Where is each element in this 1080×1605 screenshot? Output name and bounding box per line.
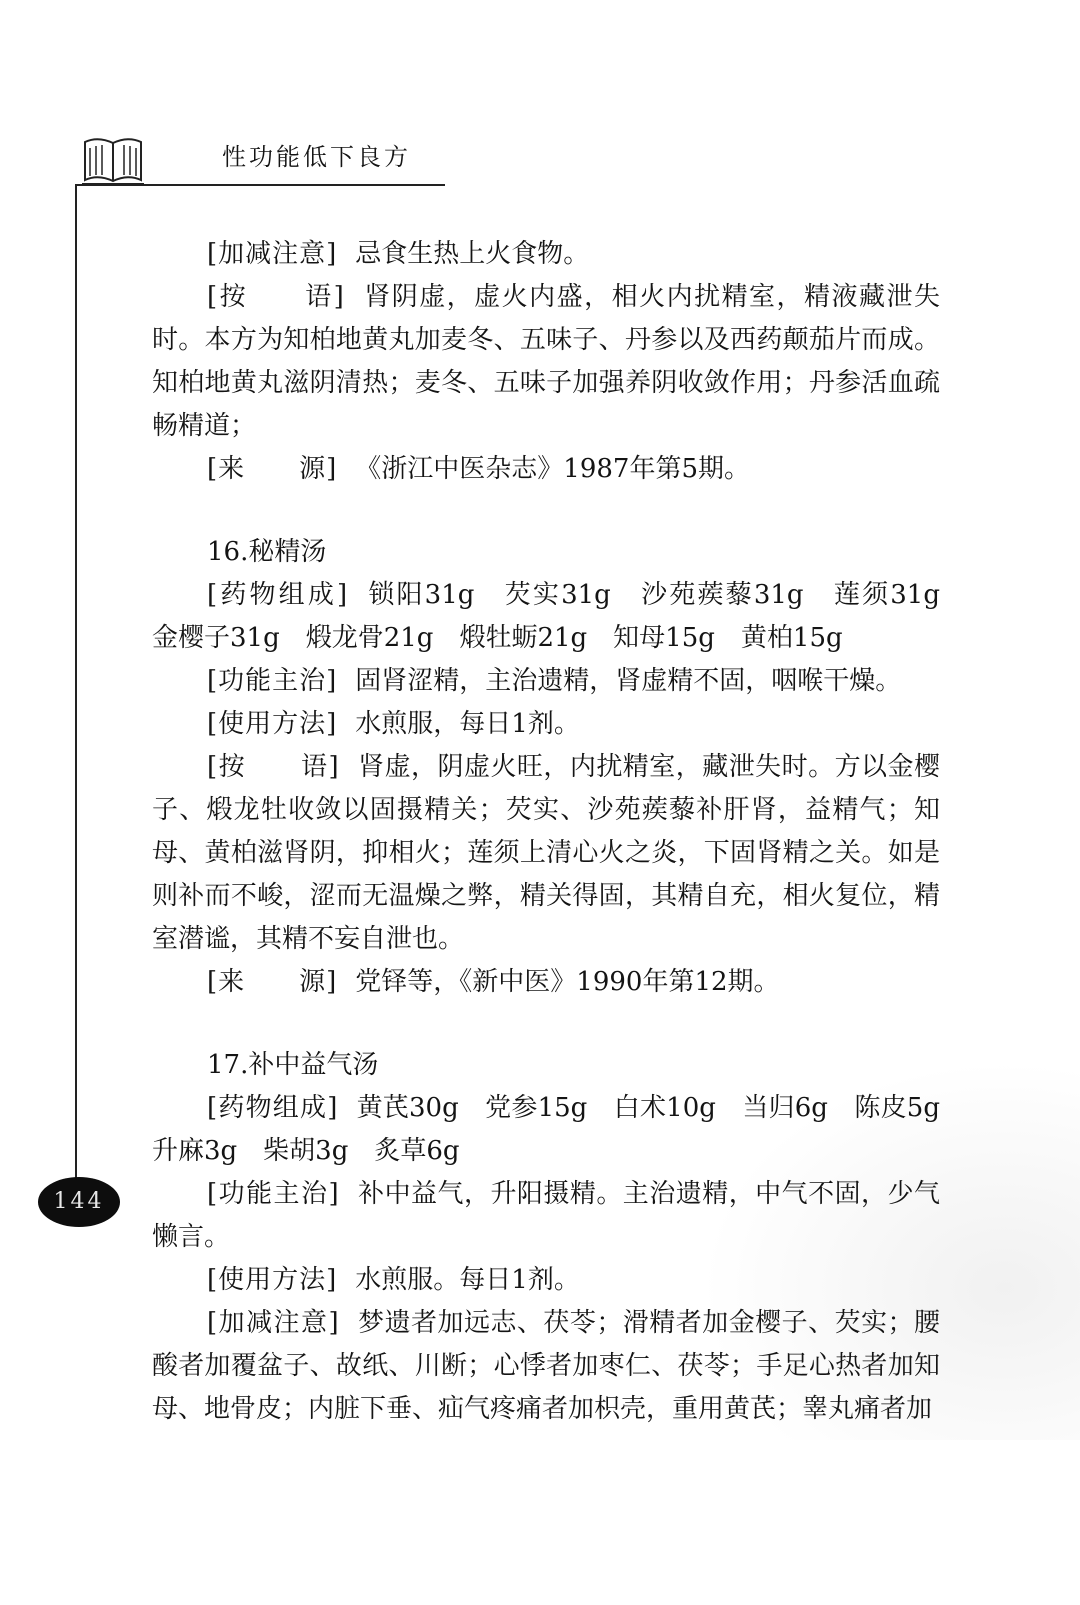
entry-text: 梦遗者加远志、茯苓；滑精者加金樱子、芡实；腰酸者加覆盆子、故纸、川断；心悸者加枣仁、茯苓；手足心热者加知母、地骨皮；内脏下垂、疝气疼痛者加枳壳，重用黄芪；睾丸痛者加 [152,1308,940,1424]
entry-function [152,660,940,703]
entry-tag: [功能主治] [207,1179,340,1209]
entry-modify [152,1302,940,1431]
entry-text: 锁阳31g 芡实31g 沙苑蒺藜31g 莲须31g 金樱子31g 煅龙骨21g 煅牡蛎21g 知母15g 黄柏15g [152,580,967,653]
entry-tag: [加减注意] [207,1308,340,1338]
entry-ingredients [152,574,967,660]
entry-text: 党铎等，《新中医》1990年第12期。 [355,967,780,997]
entry-text: 肾虚，阴虚火旺，内扰精室，藏泄失时。方以金樱子、煅龙牡收敛以固摄精关；芡实、沙苑蒺藜补肝肾，益精气；知母、黄柏滋肾阴，抑相火；莲须上清心火之炎，下固肾精之关。如是则补而不峻，涩而无温燥之弊，精关得固，其精自充，相火复位，精室潜谧，其精不妄自泄也。 [152,752,940,954]
entry-tag: [功能主治] [207,666,338,696]
entry-text: 水煎服，每日1剂。 [355,709,580,739]
recipe-title: 16.秘精汤 [207,537,327,567]
entry-tag: [药物组成] [207,580,349,610]
entry-text: 黄芪30g 党参15g 白术10g 当归6g 陈皮5g 升麻3g 柴胡3g 炙草6g [152,1093,966,1166]
open-book-icon [82,134,144,186]
entry-source [152,961,940,1004]
page-number-badge: 144 [38,1177,120,1227]
entry-ingredients [152,1087,966,1173]
entry-usage [152,1259,940,1302]
header-rule [75,184,445,186]
recipe-title: 17.补中益气汤 [207,1050,379,1080]
entry-text: 水煎服。每日1剂。 [355,1265,580,1295]
entry-text: 补中益气，升阳摄精。主治遗精，中气不固，少气懒言。 [152,1179,940,1252]
entry-text: 忌食生热上火食物。 [355,239,590,269]
entry-tag: [使用方法] [207,709,338,739]
entry-tag: [药物组成] [207,1093,339,1123]
entry-note [152,276,940,448]
entry-usage [152,703,940,746]
entry-tag: [使用方法] [207,1265,338,1295]
entry-tag: [加减注意] [207,239,338,269]
body-text [152,233,967,1431]
entry-tag: [按 语] [207,282,345,312]
entry-modify [152,233,940,276]
entry-text: 固肾涩精，主治遗精，肾虚精不固，咽喉干燥。 [355,666,902,696]
entry-tag: [来 源] [207,967,338,997]
running-head: 性功能低下良方 [222,143,411,171]
entry-function [152,1173,940,1259]
entry-tag: [按 语] [207,752,340,782]
entry-text: 《浙江中医杂志》1987年第5期。 [355,454,751,484]
entry-source [152,448,940,491]
margin-rule [75,185,77,1195]
entry-text: 肾阴虚，虚火内盛，相火内扰精室，精液藏泄失时。本方为知柏地黄丸加麦冬、五味子、丹参以及西药颠茄片而成。知柏地黄丸滋阴清热；麦冬、五味子加强养阴收敛作用；丹参活血疏畅精道； [152,282,940,441]
entry-tag: [来 源] [207,454,338,484]
entry-note [152,746,940,961]
